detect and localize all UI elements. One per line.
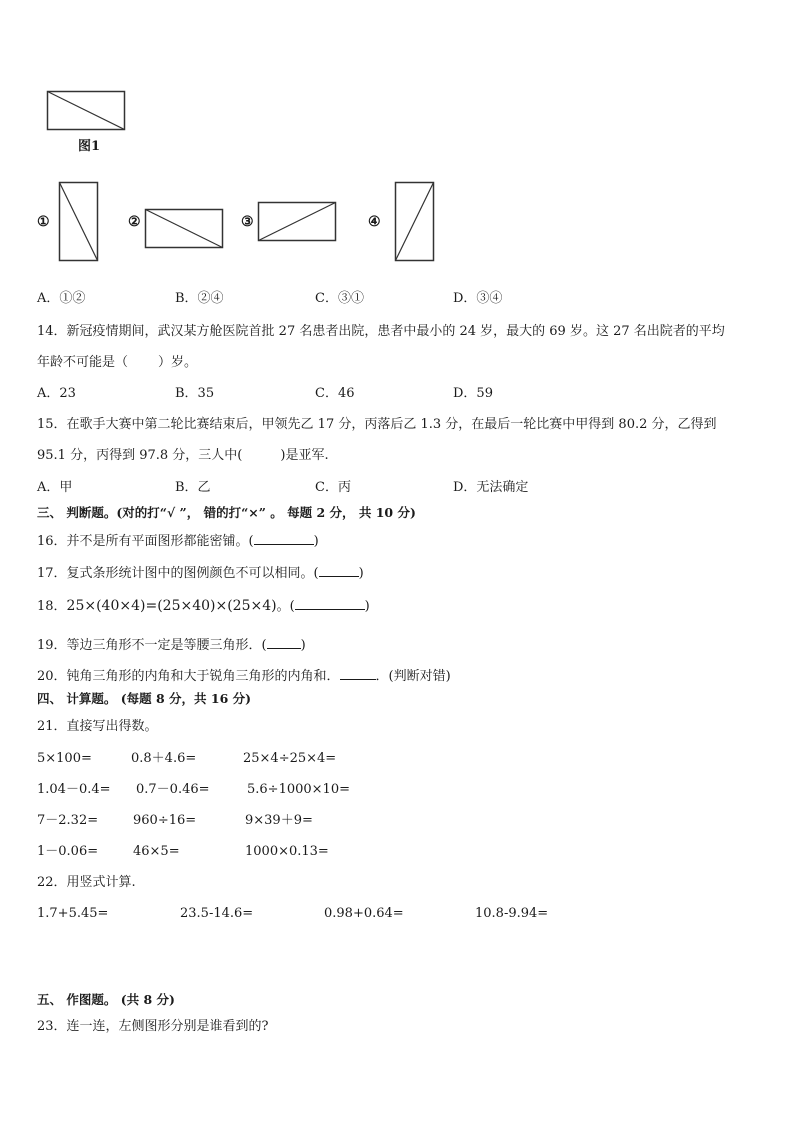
q21-r4-c2: 46×5= [133, 844, 180, 859]
figure1-caption: 图1 [78, 139, 101, 154]
option-3-figure [257, 201, 337, 243]
option-1-label: ① [37, 214, 50, 230]
q21-r1-c3: 25×4÷25×4= [243, 751, 337, 766]
option-3-label: ③ [241, 214, 254, 230]
q18-close: ) [364, 599, 370, 614]
q22-title: 22．用竖式计算. [37, 875, 136, 890]
q14-choice-d: D．59 [453, 386, 493, 401]
q17-answer-blank[interactable] [319, 565, 359, 577]
section5-title: 五、 作图题。 (共 8 分) [37, 992, 175, 1007]
option-2-figure [144, 208, 224, 250]
q16-text: 16．并不是所有平面图形都能密铺。( [37, 534, 254, 549]
option-4-label: ④ [368, 214, 381, 230]
q15-choice-c: C．丙 [315, 480, 351, 495]
q21-r2-c3: 5.6÷1000×10= [247, 782, 350, 797]
q19-text: 19．等边三角形不一定是等腰三角形．( [37, 638, 267, 653]
q18 [37, 598, 370, 613]
q13-choice-a: A．①② [37, 291, 86, 306]
q15-choice-b: B．乙 [175, 480, 211, 495]
figure1-rectangle [46, 90, 126, 132]
q14-line2 [37, 356, 197, 369]
q21-title: 21．直接写出得数。 [37, 719, 158, 734]
q19-answer-blank[interactable] [267, 637, 301, 649]
q15-choice-d: D．无法确定 [453, 480, 529, 495]
q18-tail: 。( [276, 599, 295, 614]
q14-line1: 14．新冠疫情期间，武汉某方舱医院首批 27 名患者出院，患者中最小的 24 岁，最大的 69 岁。这 27 名出院者的平均 [37, 324, 725, 339]
q20-answer-blank[interactable] [340, 668, 376, 680]
q13-choice-c: C．③① [315, 291, 364, 306]
q18-formula: 25×(40×4)=(25×40)×(25×4) [66, 598, 277, 614]
q17-text: 17．复式条形统计图中的图例颜色不可以相同。( [37, 566, 319, 581]
q22-item-3: 0.98+0.64= [324, 906, 404, 921]
q14-choice-c: C．46 [315, 386, 355, 401]
q16-answer-blank[interactable] [254, 533, 314, 545]
q18-label: 18． [37, 599, 67, 614]
option-1-figure [58, 181, 100, 263]
q21-r2-c2: 0.7－0.46= [136, 782, 210, 797]
q16 [37, 533, 319, 548]
section3-title: 三、 判断题。(对的打“√ ”， 错的打“×” 。 每题 2 分， 共 10 分) [37, 505, 416, 520]
q15-choice-a: A．甲 [37, 480, 73, 495]
q15-line1: 15．在歌手大赛中第二轮比赛结束后，甲领先乙 17 分，丙落后乙 1.3 分，在最后一轮比赛中甲得到 80.2 分，乙得到 [37, 417, 717, 432]
q21-r3-c3: 9×39＋9= [245, 813, 313, 828]
q13-choice-b: B．②④ [175, 291, 224, 306]
q22-item-4: 10.8-9.94= [475, 906, 549, 921]
q14-line2-pre: 年龄不可能是（ [37, 355, 129, 370]
option-2-label: ② [128, 214, 141, 230]
q22-item-1: 1.7+5.45= [37, 906, 109, 921]
option-4-figure [394, 181, 436, 263]
q20 [37, 668, 451, 683]
q22-item-2: 23.5-14.6= [180, 906, 254, 921]
q17-close: ) [358, 566, 364, 581]
q20-tail: ．(判断对错) [375, 669, 451, 684]
q21-r1-c1: 5×100= [37, 751, 92, 766]
q21-r3-c1: 7－2.32= [37, 813, 99, 828]
q18-answer-blank[interactable] [295, 598, 365, 610]
q15-line2 [37, 449, 329, 462]
q19 [37, 637, 306, 652]
q17 [37, 565, 364, 580]
q23-text: 23．连一连，左侧图形分别是谁看到的? [37, 1019, 269, 1034]
section4-title: 四、 计算题。 (每题 8 分，共 16 分) [37, 691, 252, 706]
q21-r1-c2: 0.8＋4.6= [131, 751, 197, 766]
q15-line2-post: )是亚军. [280, 448, 329, 463]
q21-r4-c1: 1－0.06= [37, 844, 99, 859]
q20-text: 20．钝角三角形的内角和大于锐角三角形的内角和． [37, 669, 340, 684]
q19-close: ) [300, 638, 306, 653]
q14-choice-a: A．23 [37, 386, 76, 401]
q21-r3-c2: 960÷16= [133, 813, 197, 828]
q16-close: ) [313, 534, 319, 549]
q13-choice-d: D．③④ [453, 291, 503, 306]
q14-line2-post: ）岁。 [158, 355, 198, 370]
q14-choice-b: B．35 [175, 386, 215, 401]
q21-r2-c1: 1.04－0.4= [37, 782, 111, 797]
q21-r4-c3: 1000×0.13= [245, 844, 329, 859]
q15-line2-pre: 95.1 分，丙得到 97.8 分，三人中( [37, 448, 243, 463]
